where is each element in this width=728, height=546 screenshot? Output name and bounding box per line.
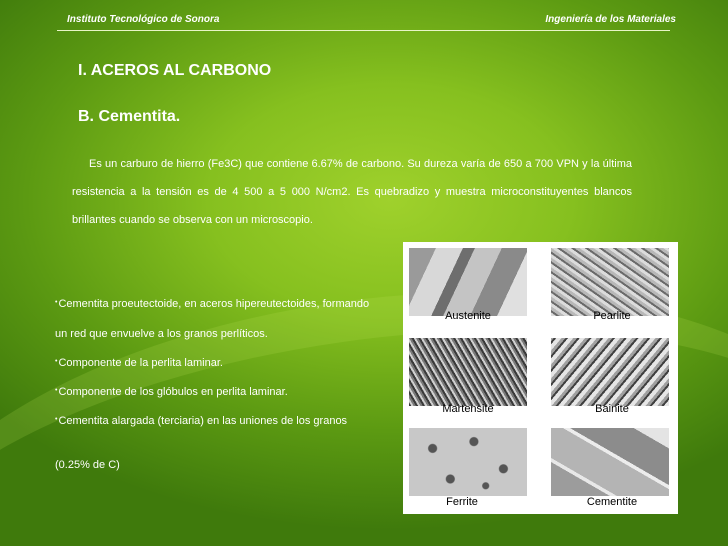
bullet-marker: • bbox=[55, 299, 58, 306]
micrograph-martensite bbox=[409, 338, 527, 406]
caption-martensite: Martensite bbox=[442, 403, 494, 415]
section-title: I. ACEROS AL CARBONO bbox=[78, 62, 272, 79]
micrograph-bainite bbox=[551, 338, 669, 406]
micrograph-ferrite bbox=[409, 428, 527, 496]
header-institution: Instituto Tecnológico de Sonora bbox=[67, 14, 220, 25]
bullet-item-4 bbox=[55, 415, 347, 427]
bullet-item-3 bbox=[55, 386, 288, 398]
micrograph-panel bbox=[403, 242, 678, 514]
bullet-marker: • bbox=[55, 387, 58, 394]
bullet-item-1-continued: un red que envuelve a los granos perlíticos. bbox=[55, 328, 268, 340]
caption-austenite: Austenite bbox=[445, 310, 491, 322]
bullet-item-2 bbox=[55, 357, 223, 369]
bullet-text: Cementita alargada (terciaria) en las uniones de los granos bbox=[58, 415, 348, 427]
micrograph-pearlite bbox=[551, 248, 669, 316]
micrograph-austenite bbox=[409, 248, 527, 316]
caption-cementite: Cementite bbox=[586, 496, 638, 508]
caption-pearlite: Pearlite bbox=[593, 310, 631, 322]
caption-bainite: Bainite bbox=[595, 403, 629, 415]
bullet-item-1 bbox=[55, 298, 369, 310]
micrograph-cementite bbox=[551, 428, 669, 496]
bullet-marker: • bbox=[55, 416, 58, 423]
subtitle: B. Cementita. bbox=[78, 108, 181, 125]
header-course: Ingeniería de los Materiales bbox=[545, 14, 676, 25]
bullet-text: Componente de los glóbulos en perlita laminar. bbox=[58, 386, 288, 398]
caption-ferrite: Ferrite bbox=[446, 496, 478, 508]
header-divider bbox=[57, 30, 670, 31]
bullet-text: Cementita proeutectoide, en aceros hipereutectoides, formando bbox=[58, 298, 370, 310]
bullet-marker: • bbox=[55, 358, 58, 365]
bullet-item-4-note: (0.25% de C) bbox=[55, 459, 120, 471]
body-paragraph: Es un carburo de hierro (Fe3C) que contiene 6.67% de carbono. Su dureza varía de 650 a 700 VPN y la última resistencia a la tensión es de 4 500 a 5 000 N/cm2. Es quebradizo y muestra microconstituyentes blancos brillantes cuando se observa con un microscopio. bbox=[72, 158, 632, 226]
bullet-text: Componente de la perlita laminar. bbox=[58, 357, 223, 369]
